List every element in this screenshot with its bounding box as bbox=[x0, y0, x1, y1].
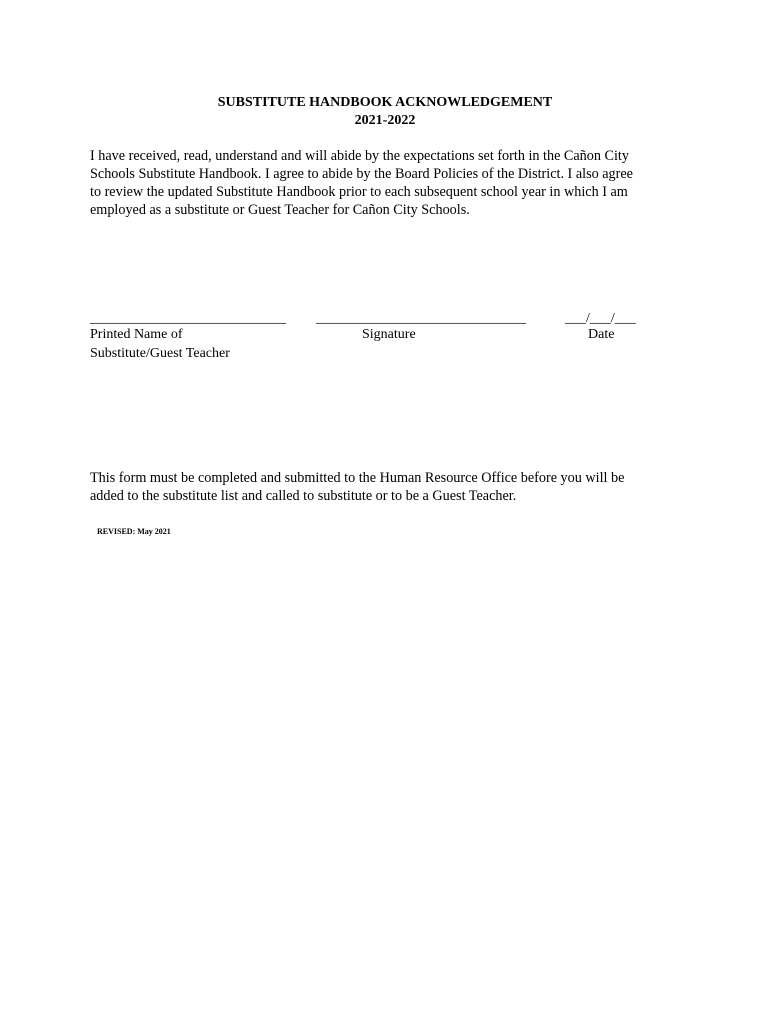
printed-name-label-2: Substitute/Guest Teacher bbox=[90, 346, 230, 361]
paragraph-line: employed as a substitute or Guest Teacher for Cañon City Schools. bbox=[90, 202, 470, 218]
signature-label: Signature bbox=[362, 327, 416, 342]
document-title: SUBSTITUTE HANDBOOK ACKNOWLEDGEMENT bbox=[217, 95, 553, 110]
printed-name-label: Printed Name of bbox=[90, 327, 183, 342]
submission-notice bbox=[90, 469, 690, 505]
date-line[interactable]: ___/___/___ bbox=[565, 311, 636, 326]
notice-line: This form must be completed and submitted to the Human Resource Office before you will be bbox=[90, 470, 625, 486]
printed-name-line[interactable]: ____________________________ bbox=[90, 311, 286, 326]
paragraph-line: to review the updated Substitute Handbook prior to each subsequent school year in which I am bbox=[90, 184, 628, 200]
revised-date: REVISED: May 2021 bbox=[97, 527, 171, 536]
document-year: 2021-2022 bbox=[354, 113, 416, 128]
date-label: Date bbox=[588, 327, 615, 342]
signature-line[interactable]: ______________________________ bbox=[316, 311, 526, 326]
notice-line: added to the substitute list and called to substitute or to be a Guest Teacher. bbox=[90, 488, 517, 504]
paragraph-line: I have received, read, understand and will abide by the expectations set forth in the Cañon City bbox=[90, 148, 629, 164]
paragraph-line: Schools Substitute Handbook. I agree to abide by the Board Policies of the District. I also agree bbox=[90, 166, 633, 182]
acknowledgement-paragraph bbox=[90, 147, 690, 219]
